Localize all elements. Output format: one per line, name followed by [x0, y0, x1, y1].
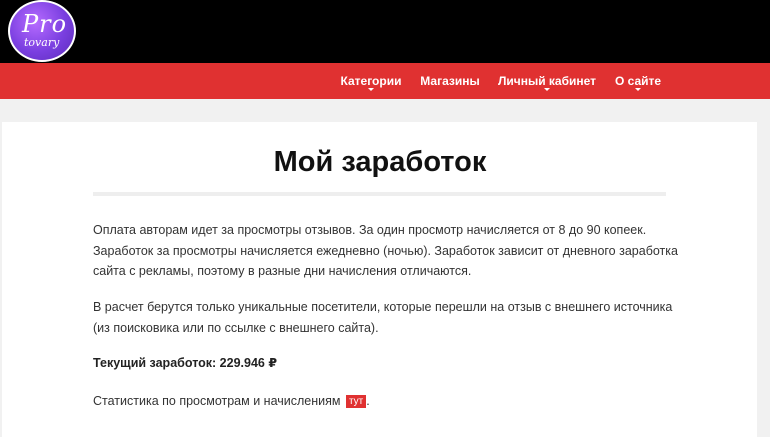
stats-line: [93, 391, 683, 412]
unique-visitors-paragraph: В расчет берутся только уникальные посетители, которые перешли на отзыв с внешнего источника (из поисковика или по ссылке с внешнего сайта).: [93, 300, 673, 335]
stats-link[interactable]: тут: [346, 395, 366, 408]
current-earnings: Текущий заработок: 229.946 ₽: [93, 356, 278, 370]
title-divider: [93, 192, 666, 196]
nav-item-account[interactable]: [497, 63, 597, 99]
logo-text-sub: tovary: [24, 36, 60, 49]
logo-text-main: Pro: [22, 10, 68, 38]
nav-item-label: Личный кабинет: [497, 74, 597, 88]
main-navigation: [0, 63, 770, 99]
nav-item-label: Магазины: [420, 74, 480, 88]
payment-info-paragraph: Оплата авторам идет за просмотры отзывов. За один просмотр начисляется от 8 до 90 копеек. Заработок за просмотры начисляется ежедневно (ночью). Заработок зависит от дневного заработка сайта с рекламы, поэтому в разные дни начисления отличаются.: [93, 223, 678, 278]
nav-item-categories[interactable]: [337, 63, 405, 99]
nav-item-about[interactable]: [612, 63, 664, 99]
nav-item-shops[interactable]: [418, 63, 482, 99]
nav-item-label: О сайте: [614, 74, 662, 88]
chevron-down-icon: [544, 88, 550, 91]
chevron-down-icon: [368, 88, 374, 91]
stats-text: Статистика по просмотрам и начислениям: [93, 394, 341, 408]
nav-item-label: Категории: [340, 74, 402, 88]
page-title: Мой заработок: [273, 146, 487, 178]
chevron-down-icon: [635, 88, 641, 91]
site-logo[interactable]: [8, 0, 76, 62]
top-header: [0, 0, 770, 63]
stats-suffix: .: [366, 394, 370, 408]
